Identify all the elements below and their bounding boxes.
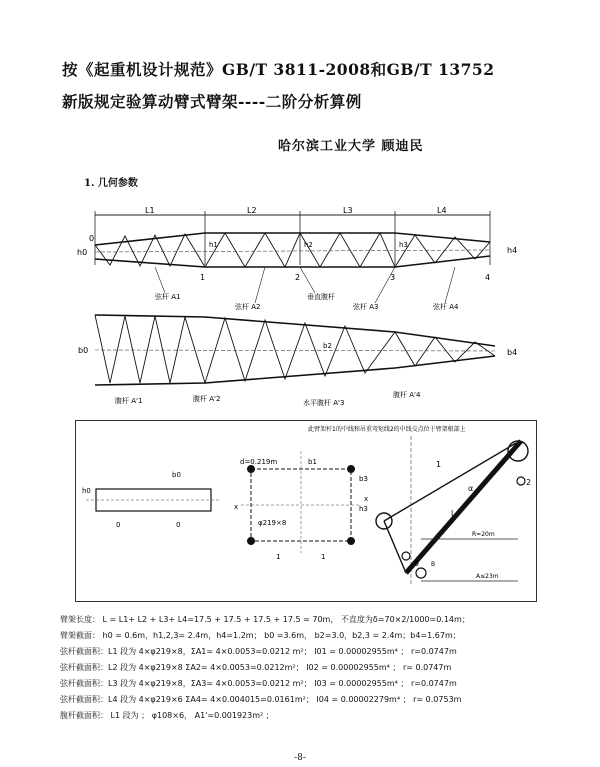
cross-section-svg xyxy=(76,421,536,601)
cs-label-x2: x xyxy=(364,495,369,503)
seg-label-l3: L3 xyxy=(343,206,353,215)
crane-label-theta: θ xyxy=(414,559,419,568)
cross-section-figure xyxy=(75,420,537,602)
cs-label-1b: 1 xyxy=(321,553,326,561)
crane-label-1: 1 xyxy=(436,460,442,469)
seg-label-l1: L1 xyxy=(145,206,155,215)
node-label-4: 4 xyxy=(485,273,491,282)
param-line-boom-length: 臂架长度： L = L1+ L2 + L3+ L4=17.5 + 17.5 + 17.5 + 17.5 = 70m， 不直度为δ=70×2/1000=0.14m； xyxy=(60,615,470,624)
cs-label-h0: h0 xyxy=(82,487,91,495)
member-label-a4: 弦杆 A4 xyxy=(433,303,459,311)
param-line-chord-l3: 弦杆截面积：L3 段为 4×φ219×8，ΣA3= 4×0.0053=0.0212 m²； I03 = 0.00002955m⁴ ； r=0.0747m xyxy=(60,679,457,688)
section-heading: 1. 几何参数 xyxy=(84,178,138,189)
seg-label-l2: L2 xyxy=(247,206,257,215)
member-label-b4: 腹杆 A'4 xyxy=(393,391,421,399)
node-label-0: 0 xyxy=(89,234,95,243)
member-label-b3: 水平腹杆 A'3 xyxy=(303,399,345,407)
title-line-1: 按《起重机设计规范》GB/T 3811-2008和GB/T 13752 xyxy=(62,60,495,79)
cs-label-1a: 1 xyxy=(276,553,281,561)
dim-h1: h1 xyxy=(209,241,218,249)
param-line-web: 腹杆截面积： L1 段为 ； φ108×6， A1'=0.001923m² ； xyxy=(60,711,274,720)
title-line-2: 新版规定验算动臂式臂架----二阶分析算例 xyxy=(62,92,362,111)
dim-b4: b4 xyxy=(507,348,518,357)
param-line-chord-l1: 弦杆截面积：L1 段为 4×φ219×8，ΣA1= 4×0.0053=0.0212 m²； I01 = 0.00002955m⁴ ； r=0.0747m xyxy=(60,647,457,656)
cs-label-0b: 0 xyxy=(176,521,181,529)
member-label-b2: 腹杆 A'2 xyxy=(193,395,221,403)
cs-label-h3: h3 xyxy=(359,505,368,513)
boom-truss-figure xyxy=(75,205,535,410)
node-label-3: 3 xyxy=(390,273,396,282)
member-label-b1: 腹杆 A'1 xyxy=(115,397,143,405)
dim-h3: h3 xyxy=(399,241,408,249)
crane-label-l: l xyxy=(451,509,454,518)
cs-label-b1: b1 xyxy=(308,458,317,466)
crane-label-b: B xyxy=(431,561,436,568)
page-number: -8- xyxy=(294,753,306,763)
param-line-section: 臂架截面： h0 = 0.6m，h1,2,3= 2.4m，h4=1.2m； b0 =3.6m， b2=3.0，b2,3 = 2.4m；b4=1.67m； xyxy=(60,631,461,640)
param-line-chord-l2: 弦杆截面积：L2 段为 4×φ219×8 ΣA2= 4×0.0053=0.0212m²； I02 = 0.00002955m⁴ ； r= 0.0747m xyxy=(60,663,452,672)
cs-label-b3: b3 xyxy=(359,475,368,483)
cs-label-x1: x xyxy=(234,503,239,511)
seg-label-l4: L4 xyxy=(437,206,447,215)
node-label-1: 1 xyxy=(200,273,206,282)
crane-label-r: R=20m xyxy=(472,531,495,538)
author: 哈尔滨工业大学 顾迪民 xyxy=(278,139,424,154)
dim-h0: h0 xyxy=(77,248,88,257)
member-label-a3: 弦杆 A3 xyxy=(353,303,379,311)
node-label-2: 2 xyxy=(295,273,301,282)
dim-h4: h4 xyxy=(507,246,518,255)
cs-label-b0: b0 xyxy=(172,471,181,479)
cs-dim-d: d=0.219m xyxy=(240,458,278,466)
dim-b0: b0 xyxy=(78,346,89,355)
parameter-list xyxy=(60,612,470,724)
crane-label-2: 2 xyxy=(526,478,532,487)
member-label-vertical: 垂直腹杆 xyxy=(307,293,335,301)
dim-h2: h2 xyxy=(304,241,313,249)
param-line-chord-l4: 弦杆截面积：L4 段为 4×φ219×6 ΣA4= 4×0.004015=0.0161m²； I04 = 0.00002279m⁴ ； r= 0.0753m xyxy=(60,695,462,704)
crane-label-a: A≤23m xyxy=(476,573,499,580)
member-label-a2: 弦杆 A2 xyxy=(235,303,261,311)
cs-label-0a: 0 xyxy=(116,521,121,529)
crane-note: 此臂架杆1的中线和吊重弯矩线2的中线交点位于臂架根部上 xyxy=(308,426,466,433)
boom-truss-svg xyxy=(75,205,535,410)
dim-b2: b2 xyxy=(323,342,332,350)
member-label-a1: 弦杆 A1 xyxy=(155,293,181,301)
cs-pipe: φ219×8 xyxy=(258,519,287,527)
crane-label-alpha: α xyxy=(468,484,474,493)
